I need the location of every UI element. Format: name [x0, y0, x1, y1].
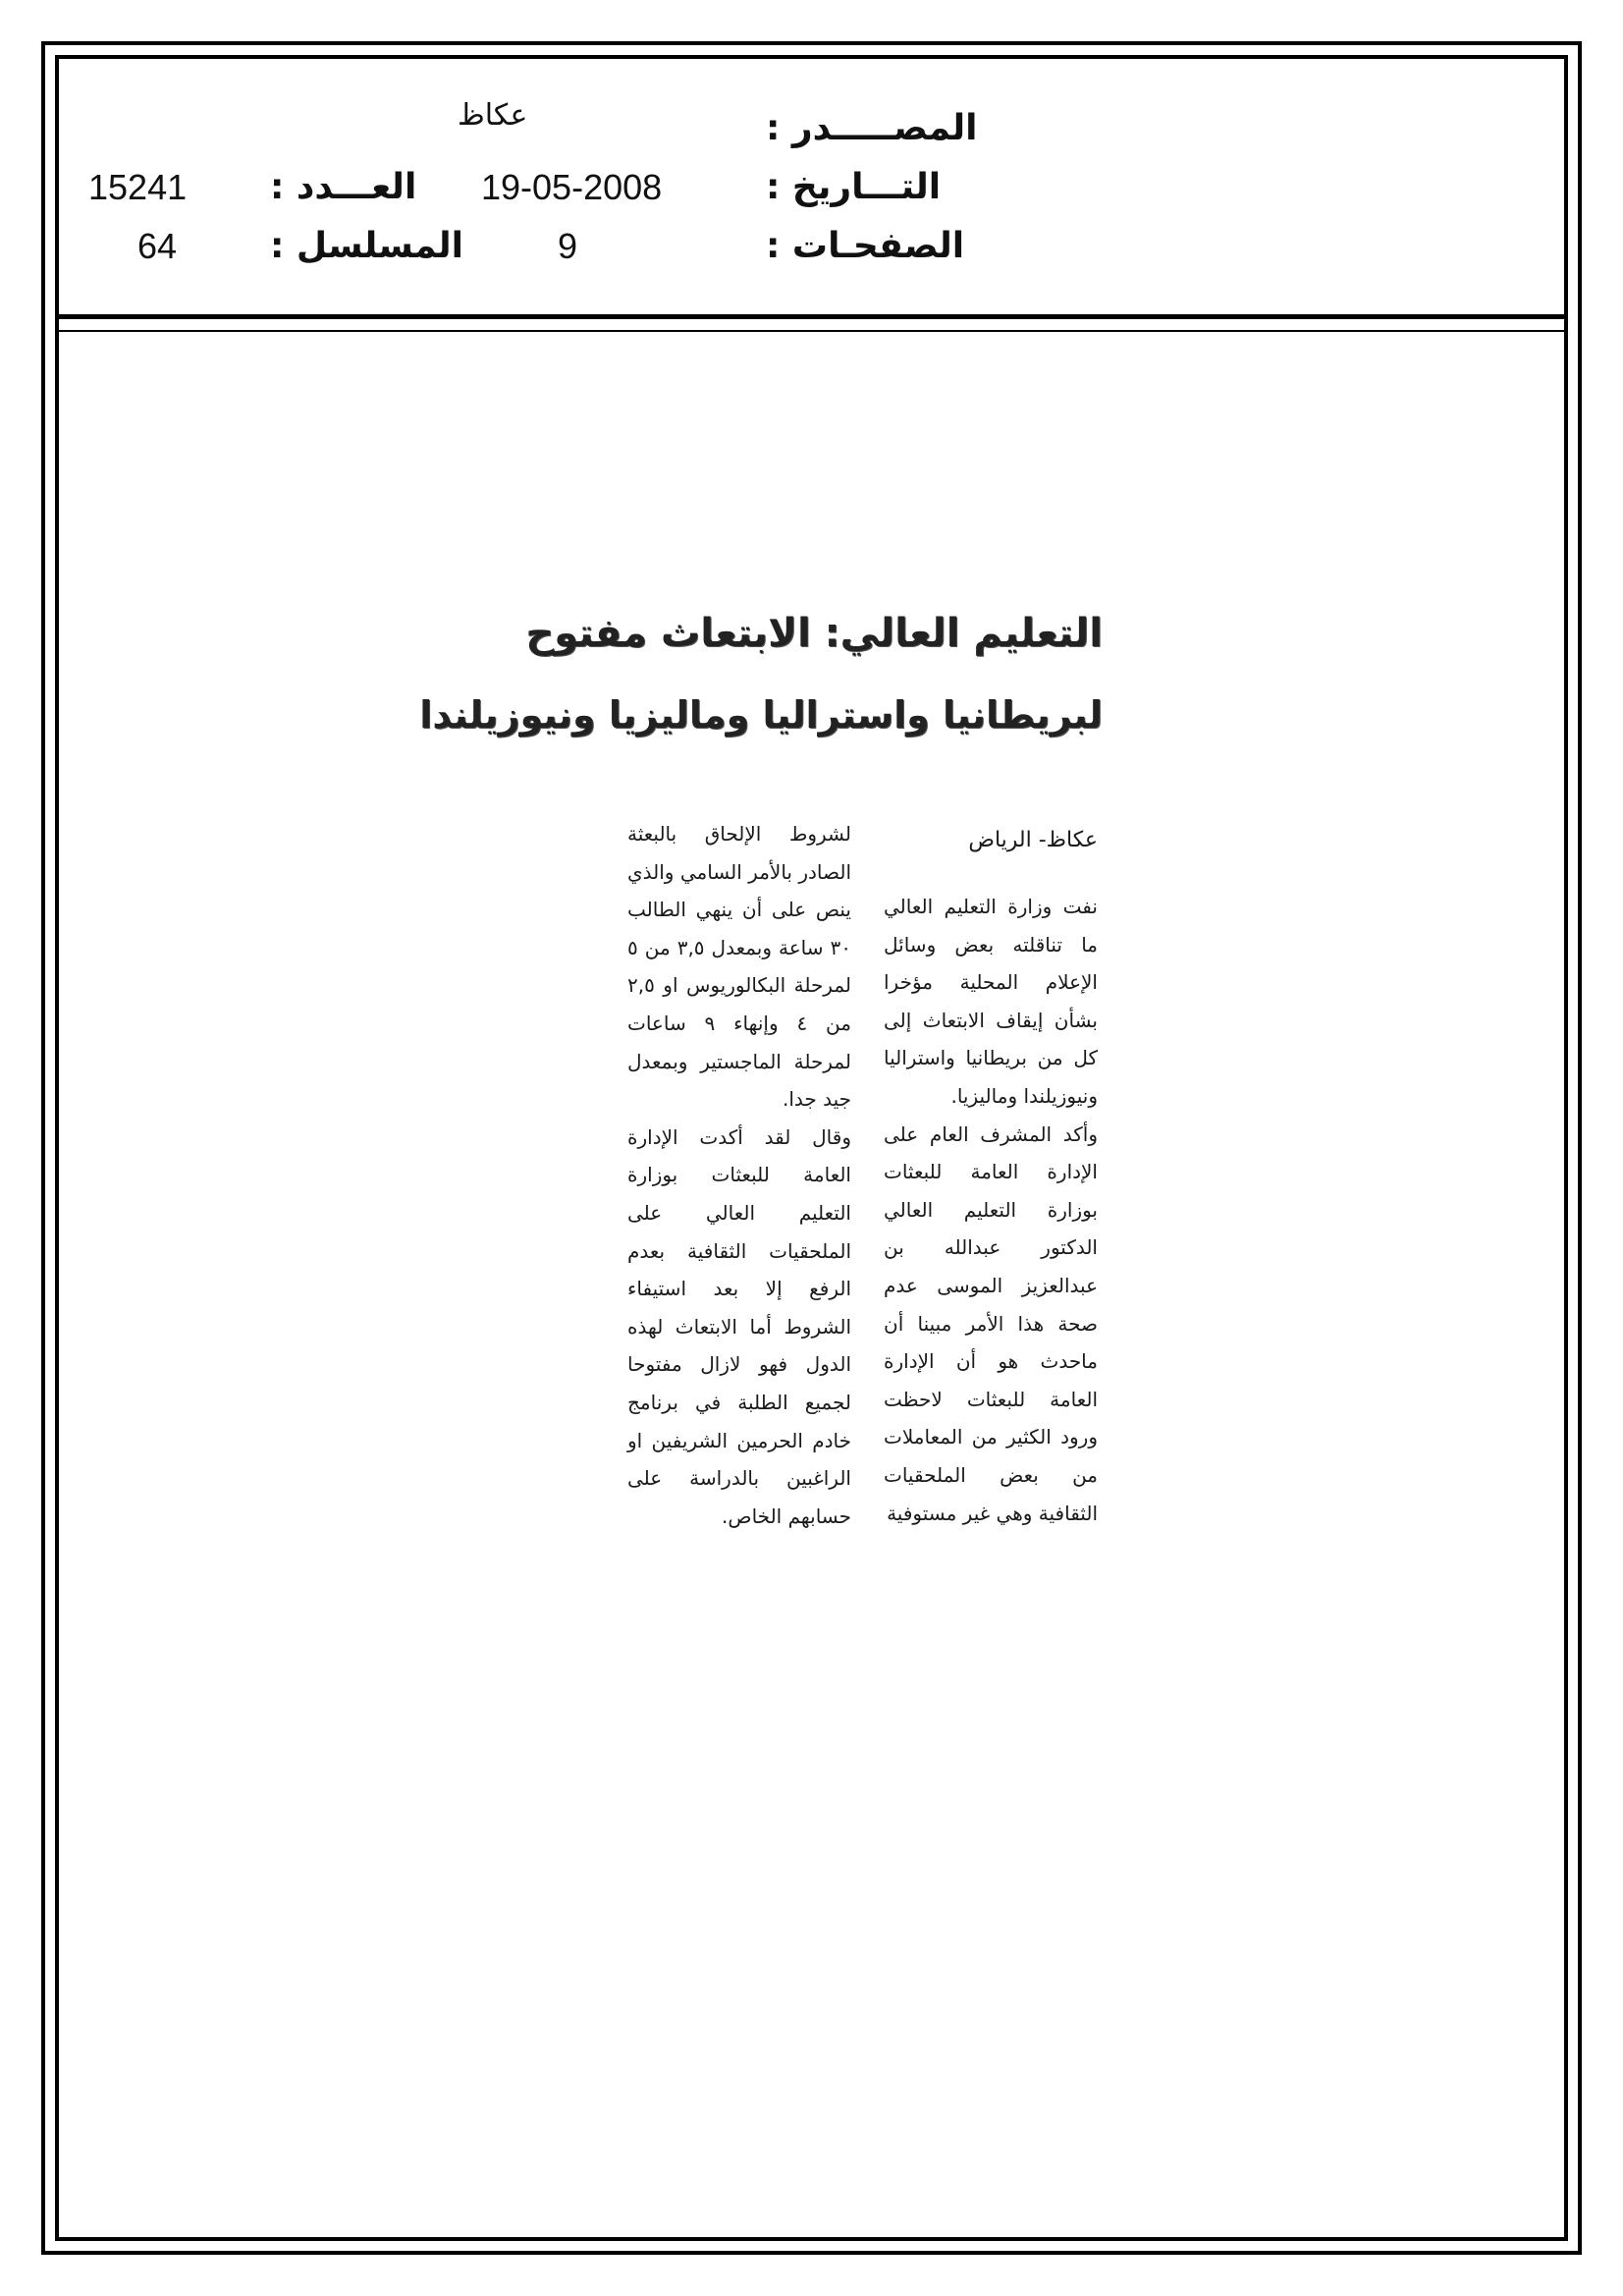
article-column-left [627, 815, 851, 1535]
source-label: المصـــــدر : [766, 108, 978, 148]
article-byline: عكاظ- الرياض [968, 828, 1098, 852]
article-paragraph: نفت وزارة التعليم العالي ما تناقلته بعض وسائل الإعلام المحلية مؤخرا بشأن إيقاف الابتعاث إلى كل من بريطانيا واستراليا ونيوزيلندا وماليزيا. [884, 895, 1098, 1108]
article-paragraph: وأكد المشرف العام على الإدارة العامة للبعثات بوزارة التعليم العالي الدكتور عبدالله بن عبدالعزيز الموسى عدم صحة هذا الأمر مبينا أن ماحدث هو أن الإدارة العامة للبعثات لاحظت ورود الكثير من المعاملات من بعض الملحقيات الثقافية وهي غير مستوفية [884, 1121, 1098, 1525]
article-paragraph: وقال لقد أكدت الإدارة العامة للبعثات بوزارة التعليم العالي على الملحقيات الثقافية بعدم الرفع إلا بعد استيفاء الشروط أما الابتعاث لهذه الدول فهو لازال مفتوحا لجميع الطلبة في برنامج خادم الحرمين الشريفين او الراغبين بالدراسة على حسابهم الخاص. [627, 1124, 851, 1528]
article-headline-line2: لبريطانيا واستراليا وماليزيا ونيوزيلندا [419, 693, 1103, 737]
pages-label: الصفحـات : [766, 226, 965, 266]
serial-label: المسلسل : [270, 226, 464, 266]
article-headline-line1: التعليم العالي: الابتعاث مفتوح [525, 611, 1103, 656]
issue-label: العـــدد : [270, 167, 417, 207]
source-value: عكاظ [458, 98, 528, 133]
serial-value: 64 [137, 226, 178, 266]
issue-value: 15241 [88, 167, 188, 207]
date-label: التـــاريخ : [766, 167, 942, 207]
article-column-right [884, 888, 1098, 1532]
pages-value: 9 [558, 226, 578, 266]
header-divider-thin [55, 330, 1568, 332]
article-paragraph: لشروط الإلحاق بالبعثة الصادر بالأمر السامي والذي ينص على أن ينهي الطالب ٣٠ ساعة وبمعدل ٣,٥ من ٥ لمرحلة البكالوريوس او ٢,٥ من ٤ وإنهاء ٩ ساعات لمرحلة الماجستير وبمعدل جيد جدا. [627, 822, 852, 1112]
date-value: 19-05-2008 [481, 167, 663, 207]
header-divider [55, 314, 1568, 319]
